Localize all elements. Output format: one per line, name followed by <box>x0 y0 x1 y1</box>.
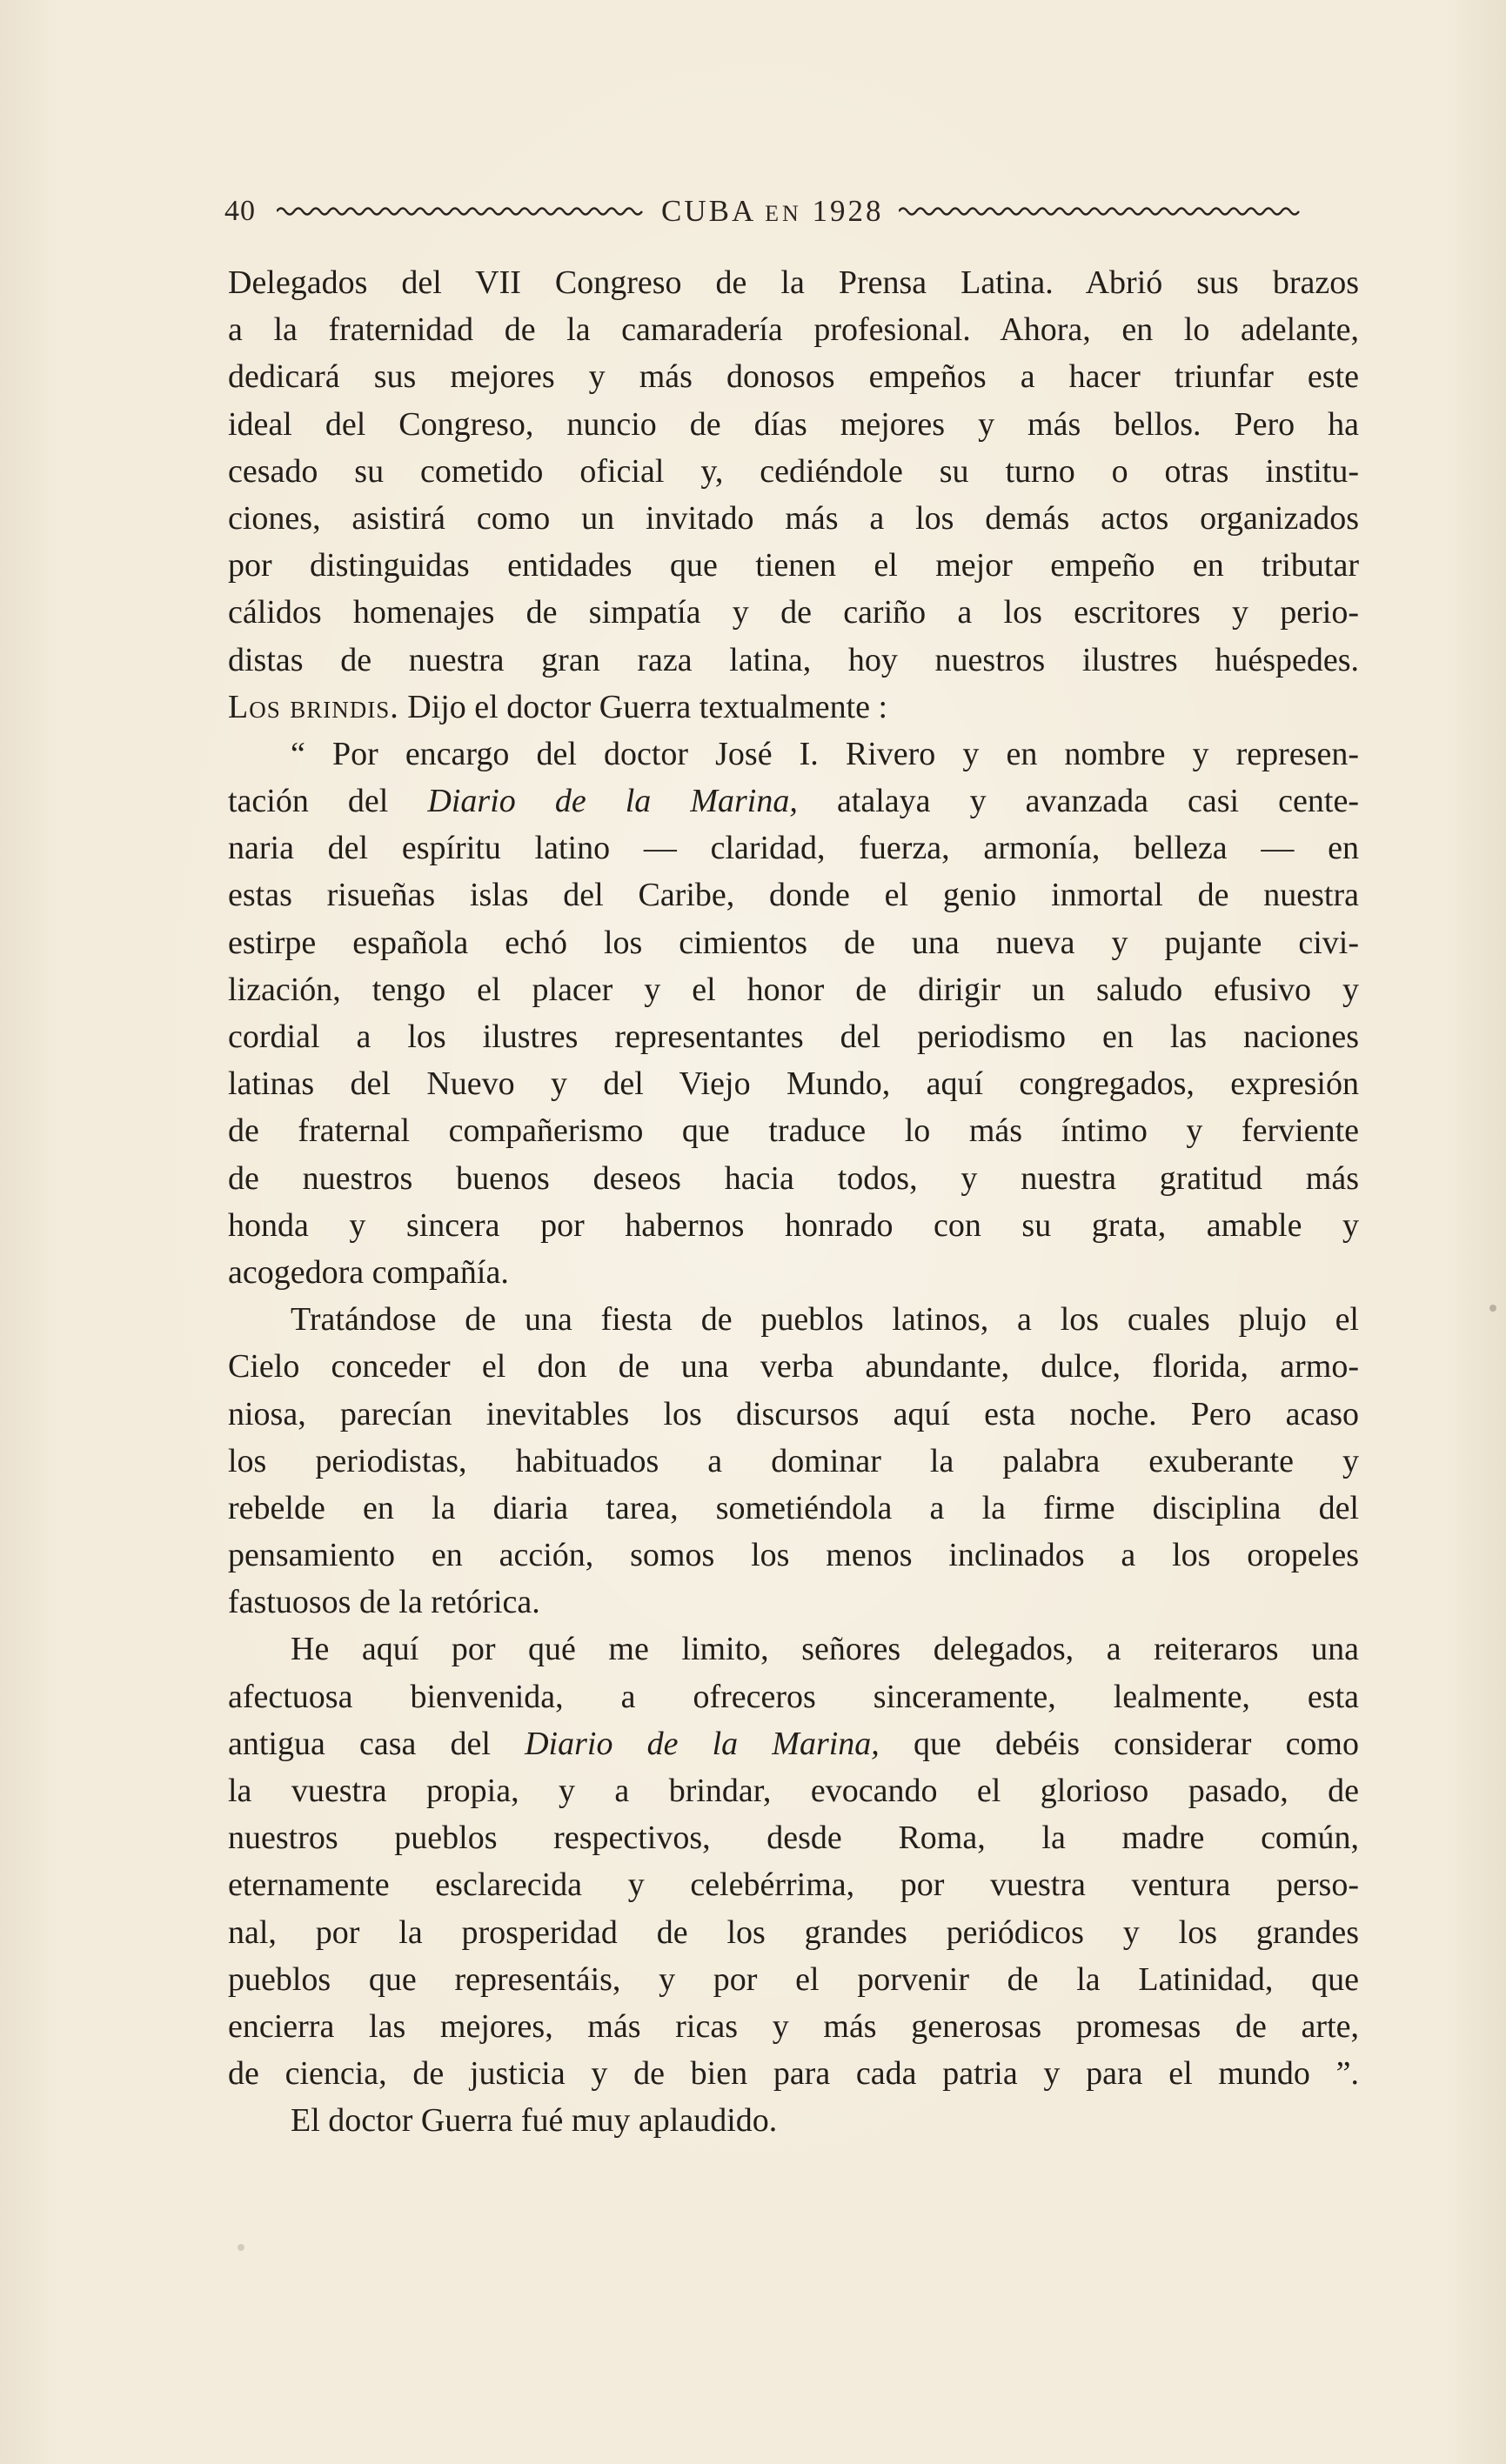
text-line: dedicará sus mejores y más donosos empeños a hacer triunfar este <box>228 358 1359 396</box>
text-line: cordial a los ilustres representantes del periodismo en las naciones <box>228 1018 1359 1055</box>
text-line: naria del espíritu latino — claridad, fuerza, armonía, belleza — en <box>228 830 1359 867</box>
diario-line-before: antigua casa del <box>228 1725 525 1762</box>
paragraph-end-line: acogedora compañía. <box>228 1253 509 1291</box>
text-line: pueblos que representáis, y por el porvenir de la Latinidad, que <box>228 1960 1359 1998</box>
running-title <box>661 194 883 229</box>
text-line: Delegados del VII Congreso de la Prensa Latina. Abrió sus brazos <box>228 264 1359 301</box>
closing-line: El doctor Guerra fué muy aplaudido. <box>291 2102 778 2140</box>
text-line: de fraternal compañerismo que traduce lo más íntimo y ferviente <box>228 1112 1359 1150</box>
text-line: de nuestros buenos deseos hacia todos, y nuestra gratitud más <box>228 1159 1359 1197</box>
text-line: rebelde en la diaria tarea, sometiéndola a la firme disciplina del <box>228 1489 1359 1526</box>
running-header <box>224 190 1355 233</box>
wavy-rule-ornament <box>899 205 1301 217</box>
diario-line-before: tación del <box>228 783 428 820</box>
diario-line <box>228 1720 1359 1767</box>
running-title-main: CUBA <box>661 194 755 228</box>
paragraph-first-line: He aquí por qué me limito, señores delegados, a reiteraros una <box>291 1631 1359 1668</box>
text-line: por distinguidas entidades que tienen el mejor empeño en tributar <box>228 547 1359 584</box>
text-line: pensamiento en acción, somos los menos inclinados a los oropeles <box>228 1537 1359 1574</box>
text-line: a la fraternidad de la camaradería profesional. Ahora, en lo adelante, <box>228 311 1359 349</box>
text-line: afectuosa bienvenida, a ofreceros sinceramente, lealmente, esta <box>228 1678 1359 1715</box>
section-label: Los brindis. <box>228 688 399 725</box>
text-line: la vuestra propia, y a brindar, evocando el glorioso pasado, de <box>228 1773 1359 1809</box>
text-line: Cielo conceder el don de una verba abundante, dulce, florida, armo- <box>228 1348 1359 1386</box>
text-line: latinas del Nuevo y del Viejo Mundo, aquí congregados, expresión <box>228 1065 1359 1103</box>
text-line: cálidos homenajes de simpatía y de cariño a los escritores y perio- <box>228 594 1359 631</box>
paragraph-end-line: fastuosos de la retórica. <box>228 1584 540 1621</box>
diario-line-after: atalaya y avanzada casi cente- <box>797 783 1359 820</box>
text-line: eternamente esclarecida y celebérrima, por vuestra ventura perso- <box>228 1866 1359 1904</box>
running-title-en: EN <box>765 201 802 226</box>
text-line: nal, por la prosperidad de los grandes periódicos y los grandes <box>228 1913 1359 1951</box>
text-line: niosa, parecían inevitables los discursos aquí esta noche. Pero acaso <box>228 1395 1359 1432</box>
text-line: los periodistas, habituados a dominar la palabra exuberante y <box>228 1442 1359 1479</box>
body-text <box>228 259 1359 2145</box>
wavy-rule-ornament <box>277 205 644 217</box>
diario-line-after: que debéis considerar como <box>879 1725 1359 1762</box>
newspaper-title: Diario de la Marina, <box>427 783 798 820</box>
newspaper-title: Diario de la Marina, <box>525 1725 880 1762</box>
paragraph-first-line: Tratándose de una fiesta de pueblos latinos, a los cuales plujo el <box>291 1301 1359 1339</box>
speech-first-line: “ Por encargo del doctor José I. Rivero y en nombre y represen- <box>291 735 1359 772</box>
text-line: lización, tengo el placer y el honor de dirigir un saludo efusivo y <box>228 971 1359 1008</box>
text-line: encierra las mejores, más ricas y más generosas promesas de arte, <box>228 2007 1359 2045</box>
running-title-year: 1928 <box>812 194 884 228</box>
text-line: cesado su cometido oficial y, cediéndole su turno o otras institu- <box>228 452 1359 490</box>
text-line: estirpe española echó los cimientos de una nueva y pujante civi- <box>228 924 1359 961</box>
text-line: distas de nuestra gran raza latina, hoy nuestros ilustres huéspedes. <box>228 641 1359 678</box>
diario-line <box>228 778 1359 825</box>
text-line: estas risueñas islas del Caribe, donde el genio inmortal de nuestra <box>228 877 1359 914</box>
text-line: ciones, asistirá como un invitado más a los demás actos organizados <box>228 499 1359 537</box>
text-line: de ciencia, de justicia y de bien para cada patria y para el mundo ”. <box>228 2055 1359 2093</box>
text-line: nuestros pueblos respectivos, desde Roma, la madre común, <box>228 1820 1359 1857</box>
page-number: 40 <box>224 195 256 227</box>
text-line: honda y sincera por habernos honrado con su grata, amable y <box>228 1206 1359 1244</box>
paper-speck <box>238 2244 244 2251</box>
brindis-line <box>228 684 1359 731</box>
text-line: ideal del Congreso, nuncio de días mejores y más bellos. Pero ha <box>228 405 1359 443</box>
brindis-text: Dijo el doctor Guerra textualmente : <box>398 688 888 725</box>
paper-speck <box>1489 1305 1496 1312</box>
